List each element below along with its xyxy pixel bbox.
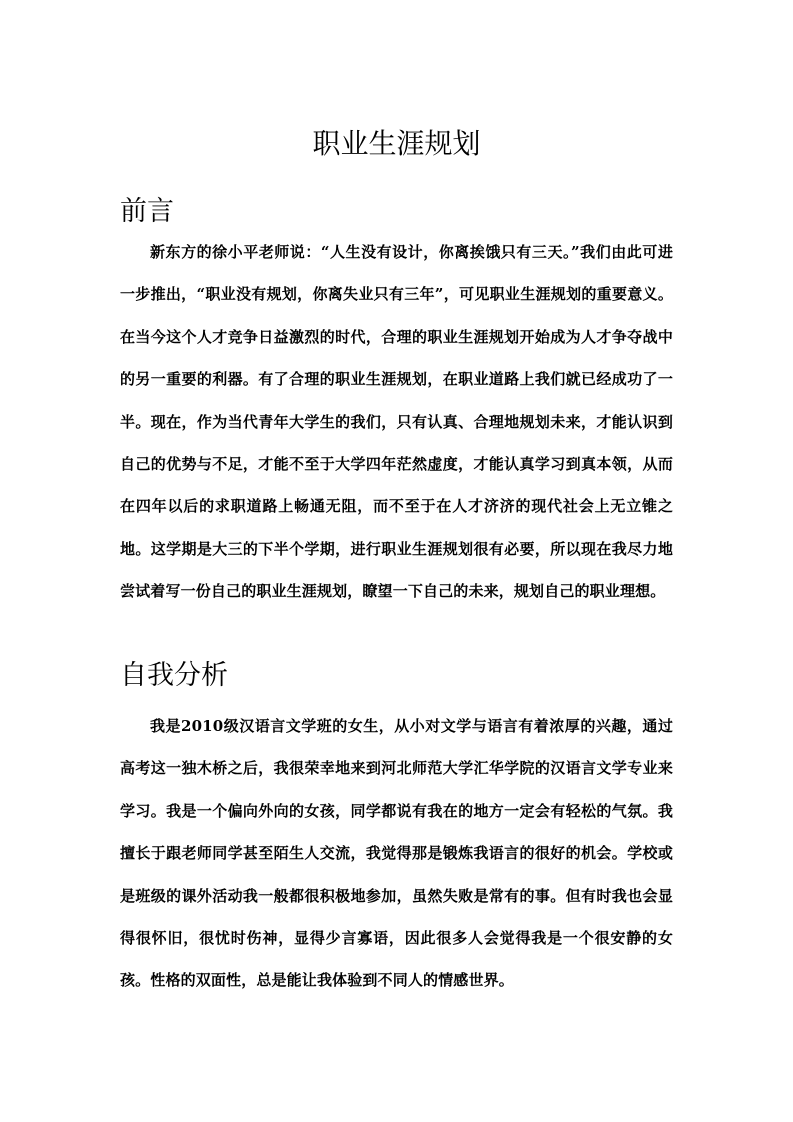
section-heading-preface: 前言 <box>120 196 174 227</box>
document-title: 职业生涯规划 <box>312 127 481 160</box>
paragraph-self-analysis: 我是2010级汉语言文学班的女生，从小对文学与语言有着浓厚的兴趣，通过高考这一独木桥之后，我很荣幸地来到河北师范大学汇华学院的汉语言文学专业来学习。我是一个偏向外向的女孩，同学都说有我在的地方一定会有轻松的气氛。我擅长于跟老师同学甚至陌生人交流，我觉得那是锻炼我语言的很好的机会。学校或是班级的课外活动我一般都很积极地参加，虽然失败是常有的事。但有时我也会显得很怀旧，很忧时伤神，显得少言寡语，因此很多人会觉得我是一个很安静的女孩。性格的双面性，总是能让我体验到不同人的情感世界。 <box>120 717 673 990</box>
section-heading-self-analysis: 自我分析 <box>120 660 228 691</box>
paragraph-preface: 新东方的徐小平老师说：“人生没有设计，你离挨饿只有三天。”我们由此可进一步推出，“职业没有规划，你离失业只有三年”，可见职业生涯规划的重要意义。在当今这个人才竞争日益激烈的时代，合理的职业生涯规划开始成为人才争夺战中的另一重要的利器。有了合理的职业生涯规划，在职业道路上我们就已经成功了一半。现在，作为当代青年大学生的我们，只有认真、合理地规划未来，才能认识到自己的优势与不足，才能不至于大学四年茫然虚度，才能认真学习到真本领，从而在四年以后的求职道路上畅通无阻，而不至于在人才济济的现代社会上无立锥之地。这学期是大三的下半个学期，进行职业生涯规划很有必要，所以现在我尽力地尝试着写一份自己的职业生涯规划，瞭望一下自己的未来，规划自己的职业理想。 <box>120 243 673 601</box>
